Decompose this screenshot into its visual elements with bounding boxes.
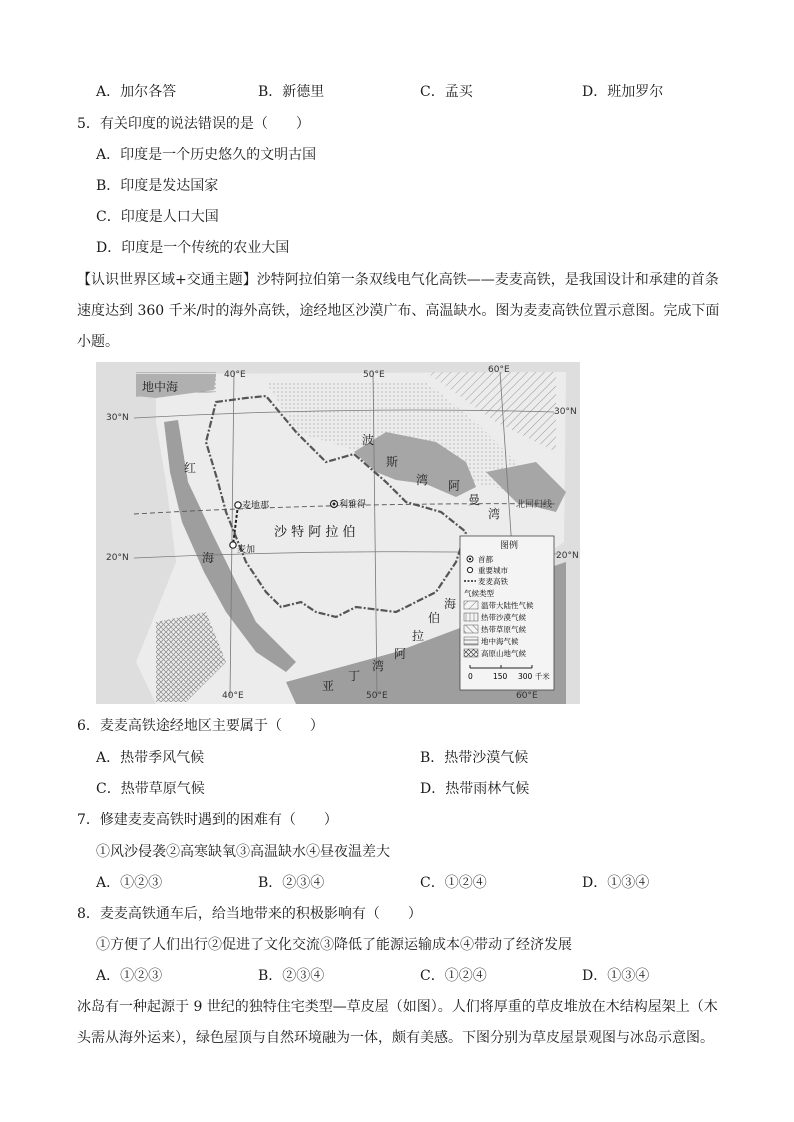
- q7-items: ①风沙侵袭②高寒缺氧③高温缺水④昼夜温差大: [96, 844, 390, 860]
- lon-label-40: 40°E: [224, 370, 246, 380]
- sea-label-aden-1: 亚: [322, 679, 335, 693]
- map-legend: [460, 536, 554, 690]
- q5-option-c: C．印度是人口大国: [96, 209, 219, 225]
- medina-marker: [235, 502, 241, 508]
- legend-city-symbol: [467, 567, 472, 572]
- legend-capital-dot: [469, 558, 471, 560]
- sea-label-arabian-4: 海: [444, 597, 457, 611]
- lon-label-60: 60°E: [488, 365, 510, 375]
- q7-option-c: C．①②④: [420, 875, 487, 891]
- passage2-line2: 头需从海外运来），绿色屋顶与自然环境融为一体，颇有美感。下图分别为草皮屋景观图与冰岛示意图。: [77, 1030, 714, 1046]
- lon-label-40-bottom: 40°E: [222, 691, 244, 701]
- legend-swatch-savanna: [464, 625, 478, 633]
- legend-hsr-label: 麦麦高铁: [478, 577, 508, 586]
- lon-label-50-bottom: 50°E: [366, 691, 388, 701]
- q7-option-d: D．①③④: [582, 875, 650, 891]
- q4-option-b: B．新德里: [258, 84, 325, 100]
- sea-label-red-1: 红: [184, 461, 197, 475]
- legend-scale-150: 150: [493, 672, 508, 681]
- sea-label-oman-3: 湾: [488, 507, 501, 521]
- q8-option-b: B．②③④: [258, 968, 325, 984]
- sea-label-aden-2: 丁: [348, 669, 361, 683]
- lat-label-30-right: 30°N: [554, 407, 577, 417]
- passage2-line1: 冰岛有一种起源于 9 世纪的独特住宅类型—草皮屋（如图）。人们将厚重的草皮堆放在木结构屋架上（木: [77, 999, 718, 1015]
- lon-label-60-bottom: 60°E: [516, 691, 538, 701]
- riyadh-marker-dot: [333, 503, 336, 506]
- q4-option-c: C．孟买: [420, 84, 473, 100]
- sea-label-gulf-3: 湾: [416, 473, 429, 487]
- city-label-mecca: 麦加: [237, 545, 256, 555]
- legend-climate-5: 高原山地气候: [481, 649, 526, 658]
- tropic-label: 北回归线: [516, 500, 553, 510]
- q5-option-d: D．印度是一个传统的农业大国: [96, 240, 290, 256]
- q6-option-a: A．热带季风气候: [96, 750, 205, 766]
- q6-option-d: D．热带雨林气候: [420, 781, 530, 797]
- lon-label-50: 50°E: [363, 370, 385, 380]
- sea-label-arabian-2: 拉: [412, 629, 425, 643]
- sea-label-gulf-2: 斯: [386, 455, 399, 469]
- country-label-saudi: 沙 特 阿 拉 伯: [274, 525, 356, 540]
- legend-scale-0: 0: [468, 672, 473, 681]
- q4-option-a: A．加尔各答: [96, 84, 177, 100]
- sea-label-red-2: 海: [202, 551, 215, 565]
- legend-title: 图例: [500, 541, 519, 551]
- passage1-line2: 速度达到 360 千米/时的海外高铁，途经地区沙漠广布、高温缺水。图为麦麦高铁位置示意图。完成下面: [77, 303, 720, 319]
- q6-option-c: C．热带草原气候: [96, 781, 205, 797]
- city-label-medina: 麦地那: [242, 501, 270, 511]
- legend-climate-title: 气候类型: [464, 589, 494, 598]
- q8-option-c: C．①②④: [420, 968, 487, 984]
- lat-label-30: 30°N: [106, 413, 129, 423]
- q8-items: ①方便了人们出行②促进了文化交流③降低了能源运输成本④带动了经济发展: [96, 937, 572, 953]
- legend-city-label: 重要城市: [478, 566, 508, 575]
- sea-label-gulf-1: 波: [362, 433, 375, 447]
- legend-climate-1: 温带大陆性气候: [481, 601, 534, 610]
- q8-option-a: A．①②③: [96, 968, 163, 984]
- q6-option-b: B．热带沙漠气候: [420, 750, 529, 766]
- legend-swatch-highland: [464, 649, 478, 657]
- q6-stem: 6．麦麦高铁途经地区主要属于（ ）: [77, 718, 324, 734]
- legend-capital-label: 首都: [478, 555, 493, 564]
- passage1-line3: 小题。: [77, 334, 119, 350]
- legend-climate-2: 热带沙漠气候: [481, 613, 526, 622]
- legend-swatch-desert: [464, 613, 478, 621]
- legend-climate-4: 地中海气候: [481, 637, 519, 646]
- legend-scale-300: 300 千米: [518, 672, 550, 681]
- q5-stem: 5．有关印度的说法错误的是（ ）: [77, 116, 310, 132]
- hsr-location-map: [96, 362, 580, 704]
- q7-stem: 7．修建麦麦高铁时遇到的困难有（ ）: [77, 812, 338, 828]
- q7-option-b: B．②③④: [258, 875, 325, 891]
- q8-stem: 8．麦麦高铁通车后，给当地带来的积极影响有（ ）: [77, 906, 422, 922]
- mecca-marker: [230, 542, 236, 548]
- lat-label-20-right: 20°N: [556, 551, 579, 561]
- q4-option-d: D．班加罗尔: [582, 84, 664, 100]
- sea-label-oman-2: 曼: [468, 493, 481, 507]
- sea-label-arabian-1: 阿: [394, 647, 407, 661]
- sea-label-mediterranean: 地中海: [142, 380, 179, 394]
- legend-swatch-temperate: [464, 601, 478, 609]
- sea-label-arabian-3: 伯: [428, 611, 441, 625]
- passage1-line1: 【认识世界区域+交通主题】沙特阿拉伯第一条双线电气化高铁——麦麦高铁，是我国设计和承建的首条: [77, 272, 719, 288]
- lat-label-20: 20°N: [106, 553, 129, 563]
- legend-swatch-mediterranean: [464, 637, 478, 645]
- sea-label-aden-3: 湾: [372, 659, 385, 673]
- q7-option-a: A．①②③: [96, 875, 163, 891]
- legend-climate-3: 热带草原气候: [481, 625, 526, 634]
- q5-option-a: A．印度是一个历史悠久的文明古国: [96, 147, 317, 163]
- city-label-riyadh: 利雅得: [339, 500, 367, 510]
- q5-option-b: B．印度是发达国家: [96, 178, 219, 194]
- q8-option-d: D．①③④: [582, 968, 650, 984]
- sea-label-oman-1: 阿: [448, 479, 461, 493]
